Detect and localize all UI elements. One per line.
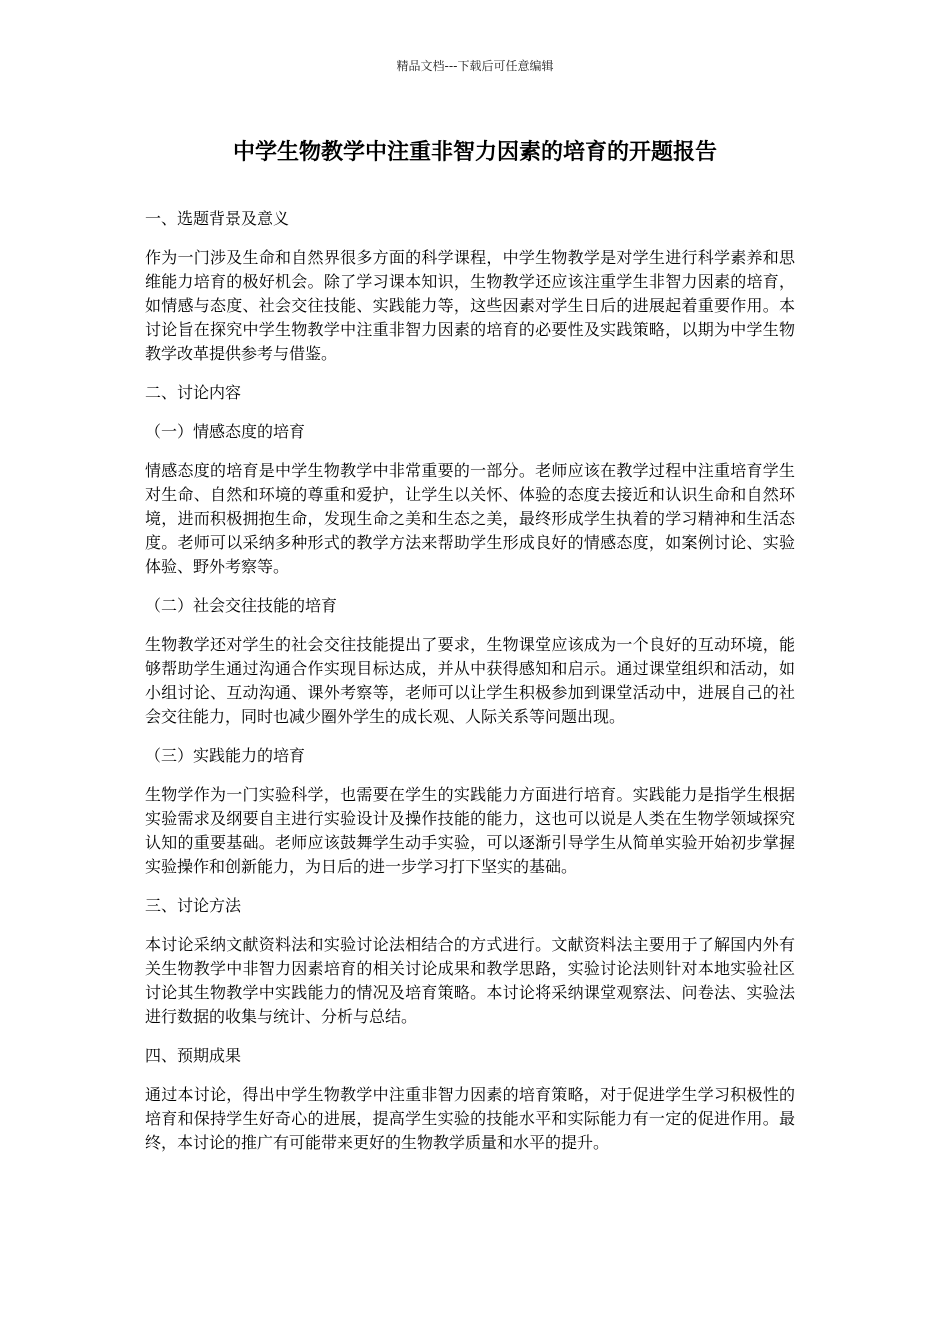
paragraph-method: 本讨论采纳文献资料法和实验讨论法相结合的方式进行。文献资料法主要用于了解国内外有关生物教学中非智力因素培育的相关讨论成果和教学思路，实验讨论法则针对本地实验社区讨论其生物教学中实践能力的情况及培育策略。本讨论将采纳课堂观察法、问卷法、实验法进行数据的收集与统计、分析与总结。 [145,935,795,1026]
paragraph-outcome: 通过本讨论，得出中学生物教学中注重非智力因素的培育策略，对于促进学生学习积极性的培育和保持学生好奇心的进展，提高学生实验的技能水平和实际能力有一定的促进作用。最终，本讨论的推广有可能带来更好的生物教学质量和水平的提升。 [145,1085,795,1152]
section-heading-content: 二、讨论内容 [145,383,242,402]
subsection-heading-social: （二）社会交往技能的培育 [145,596,338,615]
header-note: 精品文档---下载后可任意编辑 [396,59,554,73]
section-heading-outcome: 四、预期成果 [145,1046,242,1065]
subsection-heading-emotion: （一）情感态度的培育 [145,422,306,441]
section-heading-background: 一、选题背景及意义 [145,209,290,228]
paragraph-practice: 生物学作为一门实验科学，也需要在学生的实践能力方面进行培育。实践能力是指学生根据实验需求及纲要自主进行实验设计及操作技能的能力，这也可以说是人类在生物学领域探究认知的重要基础。老师应该鼓舞学生动手实验，可以逐渐引导学生从简单实验开始初步掌握实验操作和创新能力，为日后的进一步学习打下坚实的基础。 [145,785,795,876]
document-body [145,207,795,1170]
paragraph-background: 作为一门涉及生命和自然界很多方面的科学课程，中学生物教学是对学生进行科学素养和思维能力培育的极好机会。除了学习课本知识，生物教学还应该注重学生非智力因素的培育，如情感与态度、社会交往技能、实践能力等，这些因素对学生日后的进展起着重要作用。本讨论旨在探究中学生物教学中注重非智力因素的培育的必要性及实践策略，以期为中学生物教学改革提供参考与借鉴。 [145,248,795,363]
paragraph-emotion: 情感态度的培育是中学生物教学中非常重要的一部分。老师应该在教学过程中注重培育学生对生命、自然和环境的尊重和爱护，让学生以关怀、体验的态度去接近和认识生命和自然环境，进而积极拥抱生命，发现生命之美和生态之美，最终形成学生执着的学习精神和生活态度。老师可以采纳多种形式的教学方法来帮助学生形成良好的情感态度，如案例讨论、实验体验、野外考察等。 [145,461,795,576]
paragraph-social: 生物教学还对学生的社会交往技能提出了要求，生物课堂应该成为一个良好的互动环境，能够帮助学生通过沟通合作实现目标达成，并从中获得感知和启示。通过课堂组织和活动，如小组讨论、互动沟通、课外考察等，老师可以让学生积极参加到课堂活动中，进展自己的社会交往能力，同时也减少圈外学生的成长观、人际关系等问题出现。 [145,635,795,726]
section-heading-method: 三、讨论方法 [145,896,242,915]
document-title: 中学生物教学中注重非智力因素的培育的开题报告 [232,140,717,165]
subsection-heading-practice: （三）实践能力的培育 [145,746,306,765]
